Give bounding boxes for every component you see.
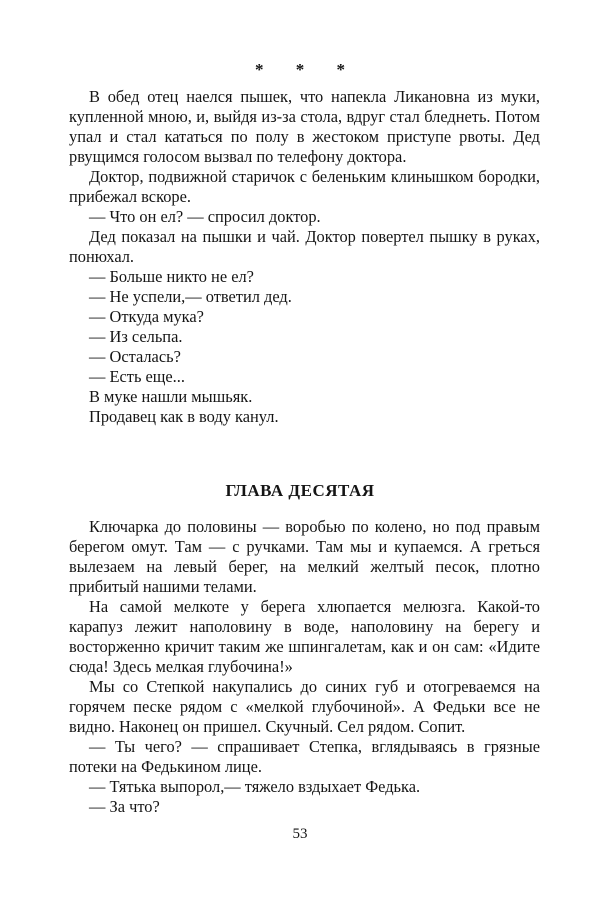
paragraph: — Из сельпа. xyxy=(89,327,183,346)
paragraph: — Больше никто не ел? xyxy=(89,267,254,286)
paragraph: Продавец как в воду канул. xyxy=(89,407,279,426)
chapter-title: ГЛАВА ДЕСЯТАЯ xyxy=(225,481,375,500)
section-separator: * * * xyxy=(255,60,359,79)
paragraph: Ключарка до половины — воробью по колено, но под правым берегом омут. Там — с ручками. Там мы и купаемся. А греться вылезаем на левый берег, на мелкий желтый песок, плотно прибитый нашими телами. xyxy=(69,517,540,596)
paragraph: — Тятька выпорол,— тяжело вздыхает Федька. xyxy=(89,777,421,796)
section-two-text xyxy=(69,517,540,817)
page-number: 53 xyxy=(292,826,308,842)
paragraph: — Есть еще... xyxy=(89,367,185,386)
paragraph: — Не успели,— ответил дед. xyxy=(89,287,292,306)
paragraph: Дед показал на пышки и чай. Доктор повертел пышку в руках, понюхал. xyxy=(69,227,540,266)
paragraph: — За что? xyxy=(89,797,160,816)
section-one-text xyxy=(69,87,540,427)
paragraph: В муке нашли мышьяк. xyxy=(89,387,253,406)
paragraph: — Откуда мука? xyxy=(89,307,204,326)
paragraph: — Осталась? xyxy=(89,347,181,366)
paragraph: Доктор, подвижной старичок с беленьким клинышком бородки, прибежал вскоре. xyxy=(69,167,540,206)
paragraph: — Что он ел? — спросил доктор. xyxy=(89,207,321,226)
paragraph: — Ты чего? — спрашивает Степка, вглядываясь в грязные потеки на Федькином лице. xyxy=(69,737,540,776)
paragraph: В обед отец наелся пышек, что напекла Ликановна из муки, купленной мною, и, выйдя из-за стола, вдруг стал бледнеть. Потом упал и стал кататься по полу в жестоком приступе рвоты. Дед рвущимся голосом вызвал по телефону доктора. xyxy=(69,87,540,166)
paragraph: На самой мелкоте у берега хлюпается мелюзга. Какой-то карапуз лежит наполовину в воде, наполовину на берегу и восторженно кричит таким же шпингалетам, как и он сам: «Идите сюда! Здесь мелкая глубочина!» xyxy=(69,597,540,676)
paragraph: Мы со Степкой накупались до синих губ и отогреваемся на горячем песке рядом с «мелкой глубочиной». А Федьки все не видно. Наконец он пришел. Скучный. Сел рядом. Сопит. xyxy=(69,677,540,736)
